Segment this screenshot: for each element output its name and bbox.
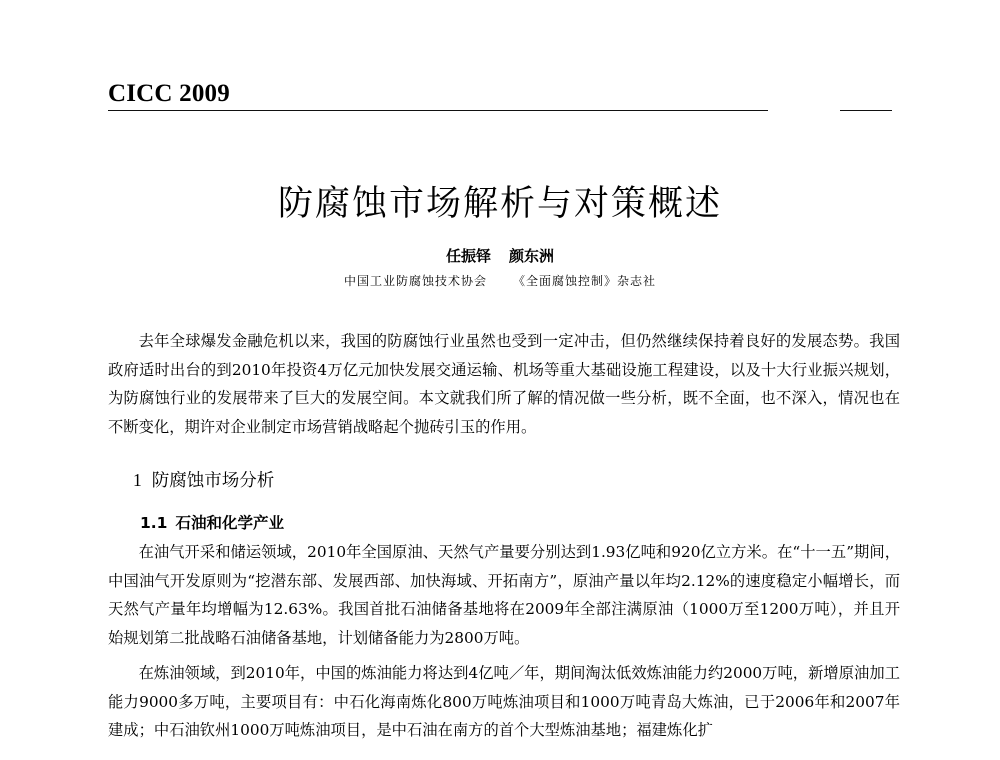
body-paragraph: 在炼油领域，到2010年，中国的炼油能力将达到4亿吨／年，期间淘汰低效炼油能力约2000万吨，新增原油加工能力9000多万吨，主要项目有：中石化海南炼化800万吨炼油项目和1000万吨青岛大炼油，已于2006年和2007年建成；中石油钦州1000万吨炼油项目，是中石油在南方的首个大型炼油基地；福建炼化扩 (108, 664, 900, 740)
affiliation: 《全面腐蚀控制》杂志社 (513, 274, 657, 288)
header-rule-gap (768, 106, 840, 114)
body-paragraph: 在油气开采和储运领域，2010年全国原油、天然气产量要分别达到1.93亿吨和920亿立方米。在“十一五”期间，中国油气开发原则为“挖潜东部、发展西部、加快海域、开拓南方”，原油产量以年均2.12%的速度稳定小幅增长，而天然气产量年均增幅为12.63%。我国首批石油储备基地将在2009年全部注满原油（1000万至1200万吨），并且开始规划第二批战略石油储备基地，计划储备能力为2800万吨。 (108, 543, 900, 647)
subsection-number: 1.1 (140, 514, 168, 532)
article-title: 防腐蚀市场解析与对策概述 (277, 184, 722, 224)
section-title: 防腐蚀市场分析 (151, 471, 275, 491)
subsection-title: 石油和化学产业 (175, 514, 284, 532)
subsection-heading (140, 511, 284, 533)
section-heading (133, 467, 274, 492)
intro-paragraph: 去年全球爆发金融危机以来，我国的防腐蚀行业虽然也受到一定冲击，但仍然继续保持着良好的发展态势。我国政府适时出台的到2010年投资4万亿元加快发展交通运输、机场等重大基础设施工程建设，以及十大行业振兴规划，为防腐蚀行业的发展带来了巨大的发展空间。本文就我们所了解的情况做一些分析，既不全面，也不深入，情况也在不断变化，期许对企业制定市场营销战略起个抛砖引玉的作用。 (108, 332, 900, 436)
affiliation: 中国工业防腐蚀技术协会 (343, 274, 487, 288)
affiliations (0, 272, 1000, 289)
authors (0, 245, 1000, 266)
running-head: CICC 2009 (108, 80, 230, 107)
section-number: 1 (133, 470, 142, 490)
author-name: 颜东洲 (509, 247, 555, 265)
author-name: 任振铎 (445, 247, 491, 265)
